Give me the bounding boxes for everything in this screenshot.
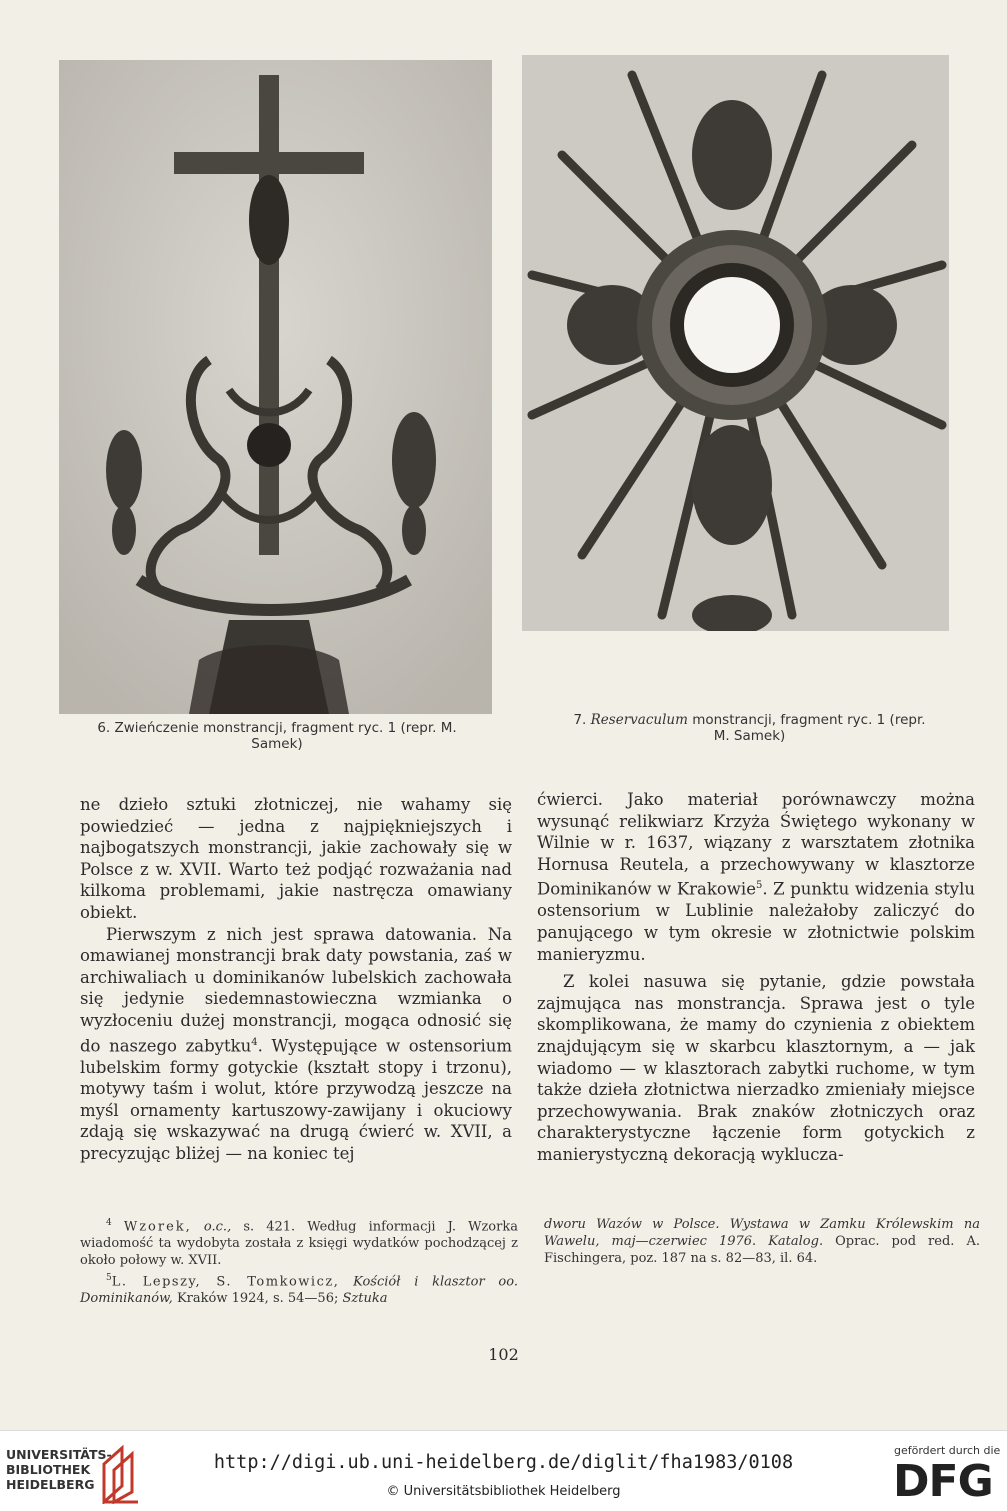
footnote-4-number: 4 bbox=[106, 1218, 112, 1228]
right-paragraph-1-part-a: ćwierci. Jako materiał porównawczy można wysunąć relikwiarz Krzyża Świętego wykonany w Wilnie w r. 1637, wiązany z warsztatem złotnika Hornusa Reutela, a przechowywany w klasztorze Dominikanów w Krakowie bbox=[537, 790, 975, 899]
footnote-5-authors: L. Lepszy, S. Tomkowicz, bbox=[111, 1274, 340, 1290]
footnote-4-text: s. 421. Według informacji J. Wzorka wiadomość ta wydobyta została z księgi wydatków pochodzącej z około połowy w. XVII. bbox=[80, 1219, 518, 1268]
figure-7-caption-line1 bbox=[522, 712, 977, 728]
footnote-5-continued-text: Oprac. pod red. A. Fischingera, poz. 187 na s. 82—83, il. 64. bbox=[544, 1233, 980, 1266]
footnote-5 bbox=[80, 1270, 518, 1308]
footnote-5-text: Kraków 1924, s. 54—56; bbox=[176, 1290, 339, 1306]
footnotes-right bbox=[544, 1217, 980, 1267]
footnote-4-author: Wzorek, bbox=[123, 1219, 192, 1235]
footnote-5-continued-title: dworu Wazów w Polsce. Wystawa w Zamku Królewskim na Wawelu, maj—czerwiec 1976. Katalog. bbox=[544, 1217, 980, 1249]
figure-7-title: Reservaculum bbox=[590, 712, 688, 728]
right-paragraph-2: Z kolei nasuwa się pytanie, gdzie powstała zajmująca nas monstrancja. Sprawa jest o tyle skomplikowana, że mamy do czynienia z obiektem znajdującym się w skarbcu klasztornym, a — jak wiadomo — w klasztorach zabytki ruchome, w tym także dzieła złotnictwa nierzadko zmieniały miejsce przechowywania. Brak znaków złotniczych oraz charakterystyczne łączenie form gotyckich z manierystyczną dekoracją wyklucza- bbox=[537, 972, 975, 1164]
figure-6-photo bbox=[59, 60, 492, 714]
footnote-5-continued bbox=[544, 1217, 980, 1267]
figure-6-caption bbox=[62, 720, 492, 752]
footnote-5-sztuka: Sztuka bbox=[342, 1290, 388, 1306]
figure-6-caption-line2: Samek) bbox=[251, 736, 303, 752]
figure-7-caption-rest: monstrancji, fragment ryc. 1 (repr. bbox=[692, 712, 926, 728]
left-paragraph-2-part-a: Pierwszym z nich jest sprawa datowania. Na omawianej monstrancji brak daty powstania, zaś w archiwaliach u dominikanów lubelskich zachowała się jedynie siedemnastowieczna wzmianka o wyzłoceniu dużej monstrancji, mogąca odnosić się do naszego zabytku bbox=[80, 924, 512, 1056]
figure-6-caption-line1: 6. Zwieńczenie monstrancji, fragment ryc. 1 (repr. M. bbox=[97, 720, 457, 736]
right-paragraph-1-part-b: . Z punktu widzenia stylu ostensorium w Lublinie należałoby zaliczyć do panującego w tym okresie w złotnictwie polskim manieryzmu. bbox=[537, 879, 975, 964]
library-line-3: HEIDELBERG bbox=[6, 1477, 95, 1492]
figure-7-caption-line2: M. Samek) bbox=[713, 728, 786, 744]
footnote-4-oc: o.c., bbox=[203, 1219, 232, 1235]
footnote-5-title: Kościół i klasztor oo. Dominikanów, bbox=[80, 1274, 518, 1306]
left-paragraph-2-part-b: . Występujące w ostensorium lubelskim formy gotyckie (kształt stopy i trzonu), motywy taśm i wolut, które przywodzą jeszcze na myśl ornamenty kartuszowy-zawijany i okuciowy zdają się wskazywać na drugą ćwierć w. XVII, a precyzując bliżej — na koniec tej bbox=[80, 1036, 513, 1163]
footnote-ref-5: 5 bbox=[755, 880, 763, 892]
left-paragraph-1: ne dzieło sztuki złotniczej, nie wahamy się powiedzieć — jedna z najpiękniejszych i najbogatszych monstrancji, jakie zachowały się w Polsce z w. XVII. Warto też podjąć rozważania nad kilkoma problemami, jakie nastręcza omawiany obiekt. bbox=[80, 795, 512, 922]
funded-by-label: gefördert durch die bbox=[894, 1444, 1001, 1457]
dfg-logo: DFG bbox=[893, 1456, 993, 1507]
right-paragraph-1 bbox=[537, 789, 975, 965]
library-line-2: BIBLIOTHEK bbox=[6, 1462, 91, 1477]
footnote-4 bbox=[80, 1215, 518, 1270]
figure-7-photo bbox=[522, 55, 949, 631]
left-paragraph-2 bbox=[80, 924, 512, 1165]
right-text-column bbox=[537, 789, 975, 1166]
library-line-1: UNIVERSITÄTS- bbox=[6, 1447, 112, 1462]
permalink-url[interactable]: http://digi.ub.uni-heidelberg.de/diglit/fha1983/0108 bbox=[213, 1452, 794, 1473]
figure-7-number: 7. bbox=[573, 712, 587, 728]
footnote-5-number: 5 bbox=[106, 1272, 112, 1283]
footnotes-left bbox=[80, 1215, 518, 1308]
footnote-ref-4: 4 bbox=[251, 1036, 258, 1048]
left-text-column bbox=[80, 794, 512, 1165]
page-number: 102 bbox=[488, 1345, 519, 1364]
copyright-notice: © Universitätsbibliothek Heidelberg bbox=[386, 1484, 621, 1499]
figure-7-caption bbox=[522, 712, 977, 744]
